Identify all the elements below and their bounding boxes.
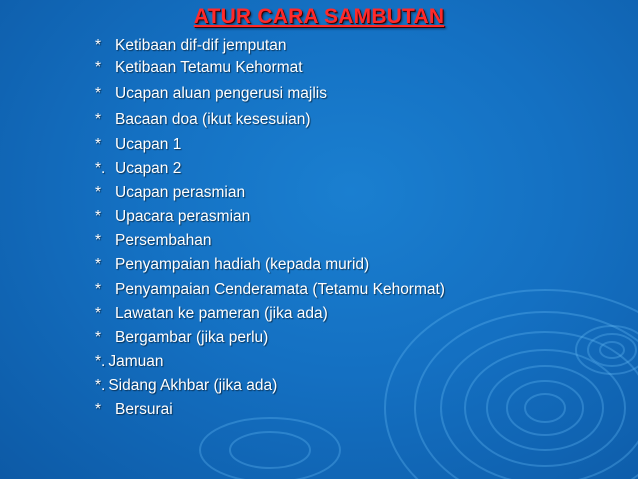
bullet-marker: * [95, 136, 102, 153]
bullet-marker: *. [95, 160, 106, 177]
agenda-item [95, 85, 327, 103]
agenda-item-text: Ketibaan dif-dif jemputan [115, 37, 287, 54]
agenda-item [95, 208, 250, 226]
agenda-item [95, 377, 277, 395]
agenda-item-text: Ketibaan Tetamu Kehormat [115, 59, 303, 76]
agenda-item-text: Ucapan 1 [115, 136, 182, 153]
agenda-item [95, 37, 286, 55]
agenda-item [95, 281, 445, 299]
agenda-item-text: Lawatan ke pameran (jika ada) [115, 305, 328, 322]
agenda-item [95, 232, 212, 250]
agenda-item [95, 401, 173, 419]
bullet-marker: * [95, 59, 102, 76]
agenda-item-text: Jamuan [108, 353, 164, 370]
agenda-item-text: Ucapan aluan pengerusi majlis [115, 85, 327, 102]
agenda-item-text: Penyampaian Cenderamata (Tetamu Kehormat) [115, 281, 445, 298]
agenda-item-text: Bergambar (jika perlu) [115, 329, 269, 346]
agenda-item [95, 136, 181, 154]
bullet-marker: * [95, 281, 102, 298]
agenda-item-text: Ucapan 2 [115, 160, 182, 177]
agenda-item [95, 305, 328, 323]
bullet-marker: * [95, 111, 102, 128]
bullet-marker: *. [95, 353, 106, 370]
bullet-marker: * [95, 232, 102, 249]
bullet-marker: *. [95, 377, 106, 394]
slide-title: ATUR CARA SAMBUTAN [193, 5, 445, 28]
agenda-item [95, 184, 245, 202]
agenda-item-text: Upacara perasmian [115, 208, 251, 225]
agenda-item [95, 353, 164, 371]
agenda-item-text: Persembahan [115, 232, 212, 249]
agenda-item-text: Ucapan perasmian [115, 184, 246, 201]
bullet-marker: * [95, 305, 102, 322]
bullet-marker: * [95, 184, 102, 201]
agenda-item [95, 111, 311, 129]
bullet-marker: * [95, 256, 102, 273]
agenda-item [95, 256, 369, 274]
bullet-marker: * [95, 401, 102, 418]
agenda-item [95, 329, 268, 347]
agenda-item-text: Bersurai [115, 401, 173, 418]
agenda-item-text: Sidang Akhbar (jika ada) [108, 377, 278, 394]
agenda-item [95, 160, 181, 178]
bullet-marker: * [95, 208, 102, 225]
bullet-marker: * [95, 85, 102, 102]
agenda-item-text: Bacaan doa (ikut kesesuian) [115, 111, 311, 128]
bullet-marker: * [95, 329, 102, 346]
agenda-item-text: Penyampaian hadiah (kepada murid) [115, 256, 370, 273]
bullet-marker: * [95, 37, 102, 54]
agenda-item [95, 59, 303, 77]
